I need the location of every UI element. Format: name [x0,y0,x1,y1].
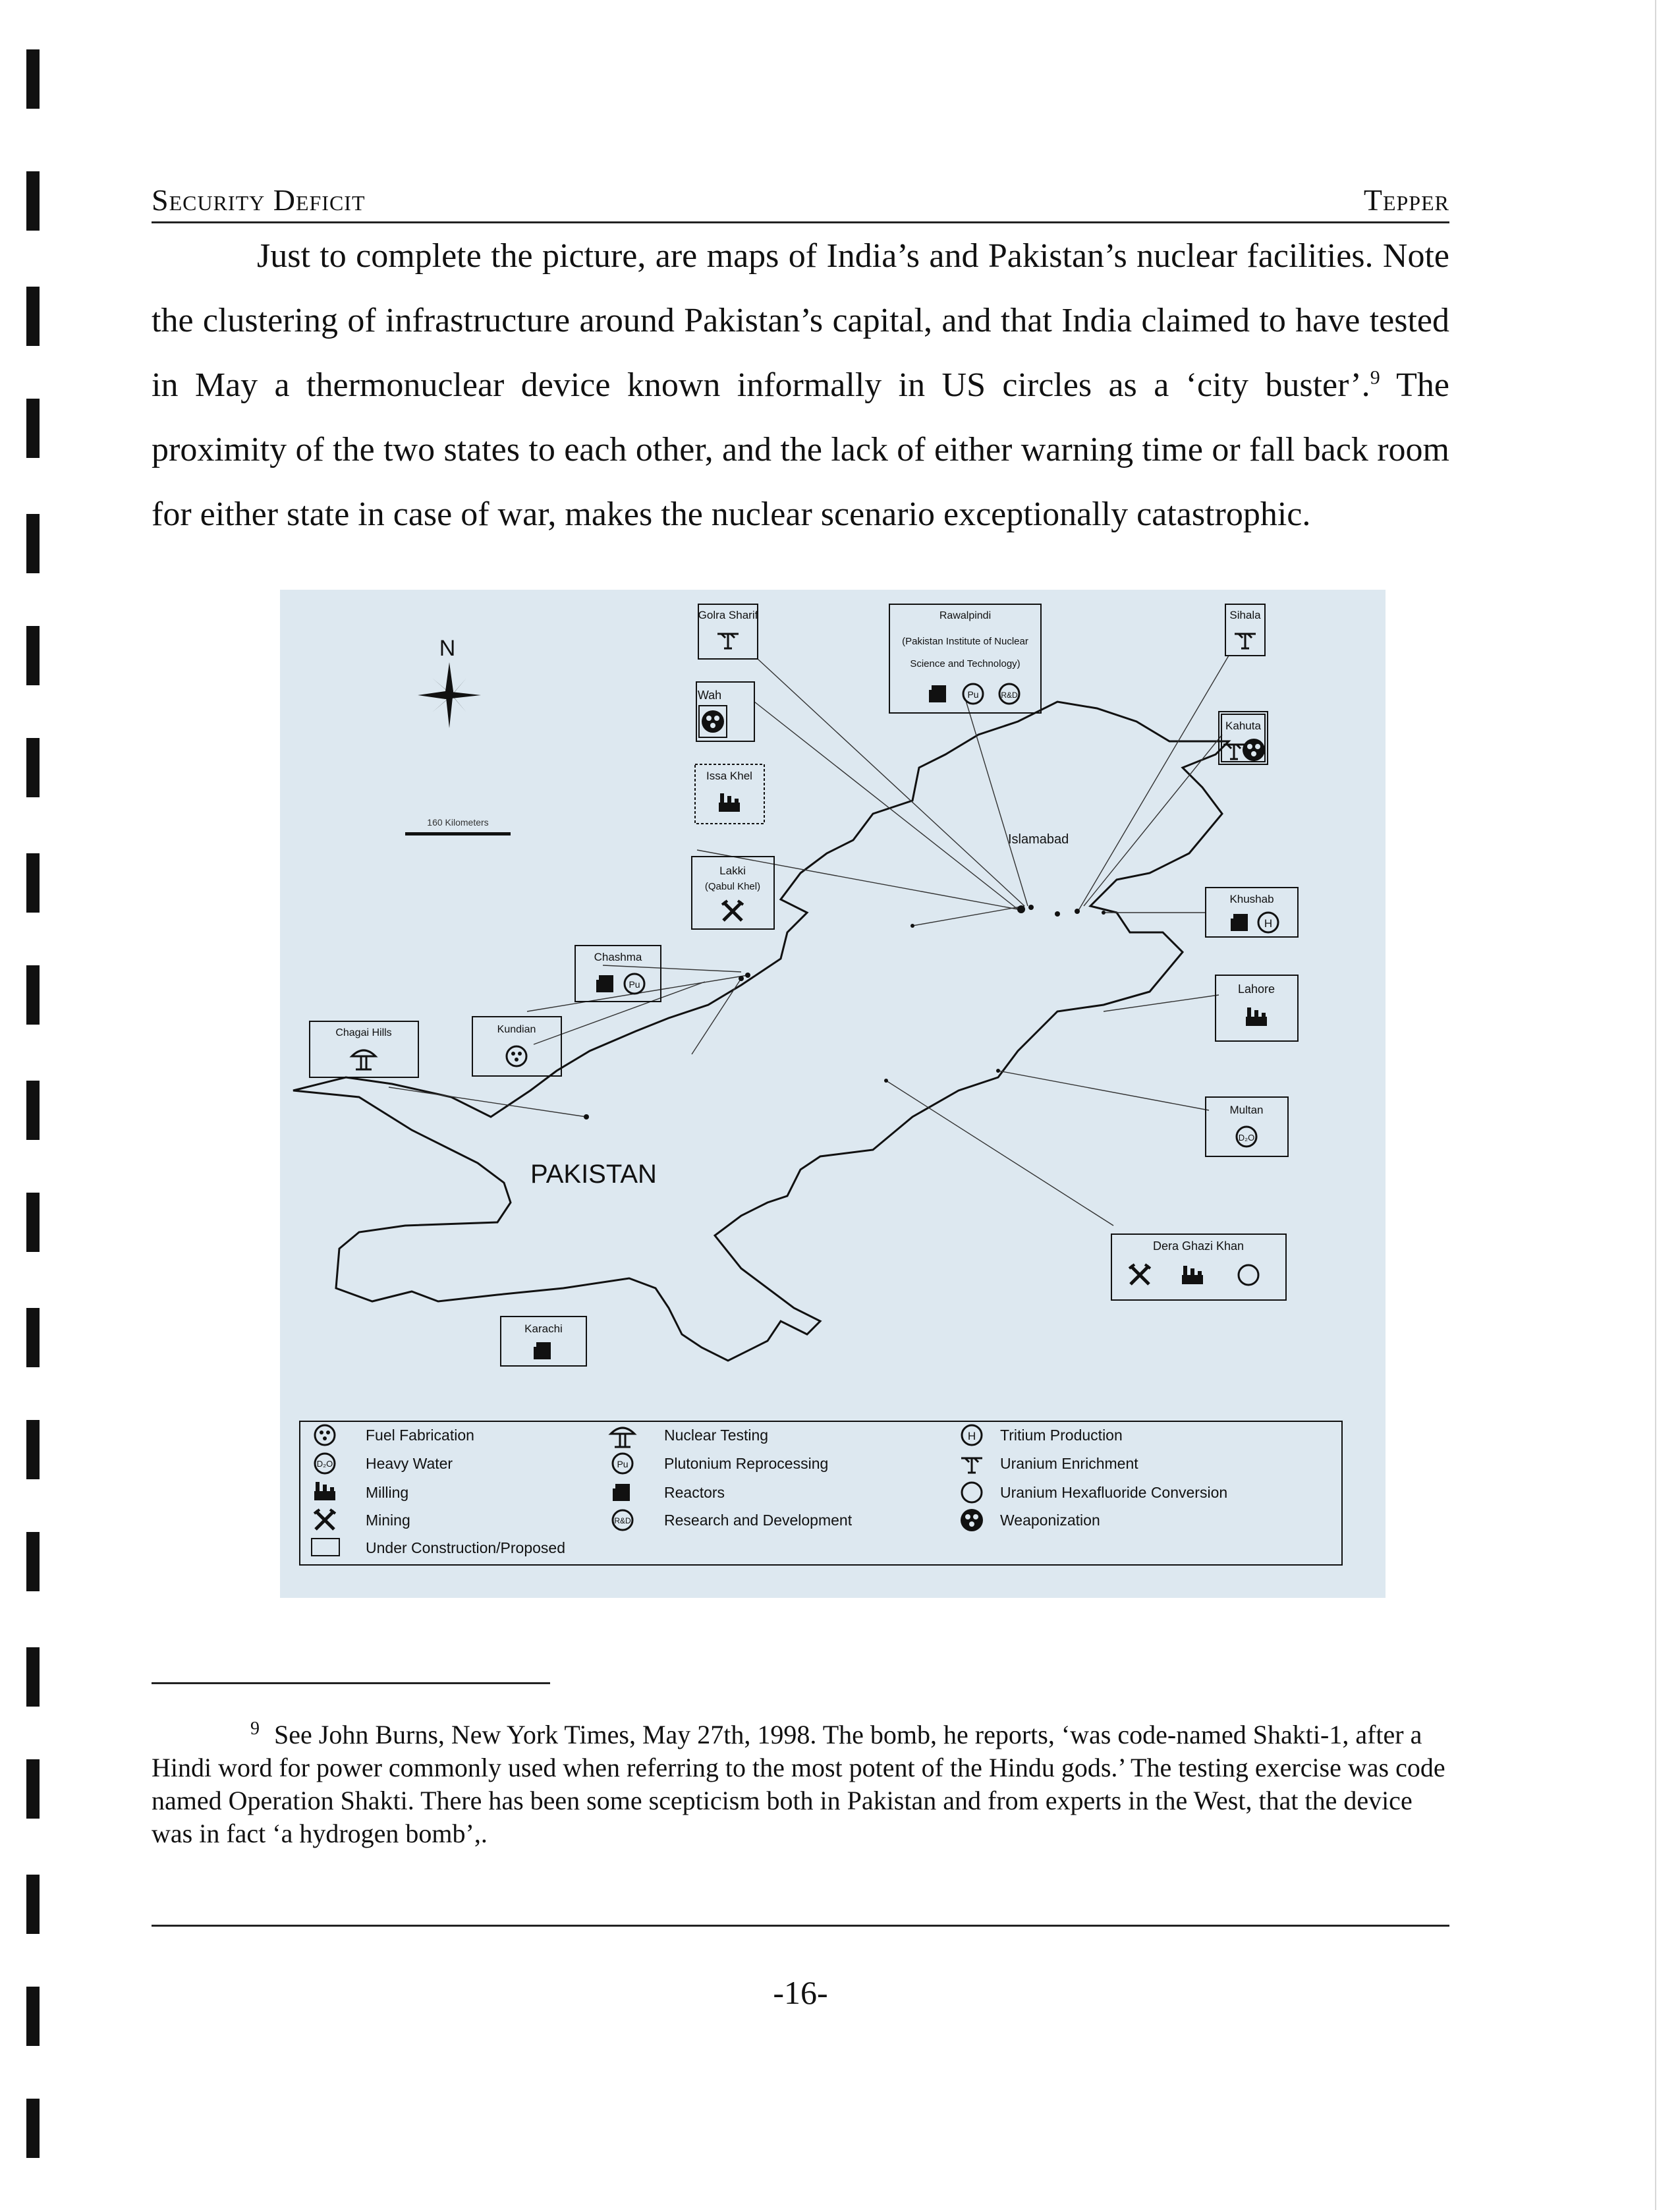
svg-text:Under Construction/Proposed: Under Construction/Proposed [366,1539,565,1556]
svg-text:H: H [1264,917,1273,930]
binding-hole [26,287,40,346]
site-box-chashma [575,946,661,1002]
binding-hole [26,514,40,573]
footnote-paragraph [152,1718,1453,1850]
site-box-kundian [472,1017,561,1076]
svg-text:Science and Technology): Science and Technology) [910,658,1021,669]
binding-hole [26,738,40,797]
binding-hole [26,1647,40,1707]
site-box-issa-khel [695,764,764,824]
binding-hole [26,1875,40,1934]
svg-text:Research and Development: Research and Development [664,1512,853,1529]
page-edge [1655,0,1656,2210]
svg-text:Chashma: Chashma [594,951,642,963]
map-legend [300,1421,1342,1565]
svg-text:Golra Sharif: Golra Sharif [698,609,758,621]
binding-hole [26,965,40,1025]
binding-hole [26,1193,40,1252]
binding-hole [26,626,40,685]
site-box-khushab [1206,888,1298,937]
connector-lines [389,656,1229,1226]
binding-hole [26,1759,40,1819]
site-box-multan [1206,1097,1288,1156]
header-author: Tepper [1363,183,1449,217]
site-box-sihala [1225,604,1265,656]
page-number: -16- [773,1974,828,2011]
site-box-dera-ghazi-khan [1111,1234,1286,1300]
footnote-number: 9 [250,1718,260,1739]
footnote-rule [152,1682,550,1684]
country-label: PAKISTAN [530,1160,657,1189]
svg-text:Heavy Water: Heavy Water [366,1455,453,1472]
svg-text:Milling: Milling [366,1484,409,1501]
svg-text:Multan: Multan [1229,1104,1264,1116]
pakistan-nuclear-facilities-map [280,590,1386,1598]
city-label-islamabad: Islamabad [1008,832,1069,847]
site-box-wah [696,682,754,741]
svg-text:Karachi: Karachi [524,1322,563,1335]
svg-text:Sihala: Sihala [1229,609,1261,621]
svg-text:Weaponization: Weaponization [1000,1512,1100,1529]
svg-text:Tritium Production: Tritium Production [1000,1427,1123,1444]
site-dots [584,905,1106,1119]
svg-text:Plutonium Reprocessing: Plutonium Reprocessing [664,1455,829,1472]
svg-text:Pu: Pu [617,1459,629,1469]
running-header [152,184,1449,223]
compass-star-icon [418,662,481,728]
binding-hole [26,1081,40,1140]
svg-text:Pu: Pu [967,689,979,700]
site-box-chagai-hills [310,1021,418,1077]
binding-hole [26,49,40,109]
body-text [152,224,1449,547]
paragraph [152,224,1449,547]
binding-hole [26,399,40,458]
footnote-text: See John Burns, New York Times, May 27th, 1998. The bomb, he reports, ‘was code-named Shakti-1, after a Hindi word for power commonly used when referring to the most potent of the Hindu gods.’ The testing exercise was code named Operation Shakti. There has been some scepticism both in Pakistan and from experts in the West, that the device was in fact ‘a hydrogen bomb’,. [152,1720,1445,1848]
svg-text:(Qabul Khel): (Qabul Khel) [704,881,761,892]
site-box-lakki [692,857,774,929]
svg-text:Kundian: Kundian [497,1024,536,1035]
binding-hole [26,853,40,913]
svg-text:Uranium Enrichment: Uranium Enrichment [1000,1455,1138,1472]
svg-text:Fuel Fabrication: Fuel Fabrication [366,1427,474,1444]
binding-hole [26,1532,40,1591]
binding-hole [26,1420,40,1479]
north-label: N [439,636,456,661]
svg-text:(Pakistan Institute of Nuclear: (Pakistan Institute of Nuclear [902,636,1028,647]
svg-text:Nuclear Testing: Nuclear Testing [664,1427,769,1444]
svg-text:Wah: Wah [697,689,722,702]
binding-hole [26,171,40,231]
site-box-rawalpindi [889,604,1041,713]
svg-text:Kahuta: Kahuta [1225,720,1261,732]
bottom-rule [152,1925,1449,1927]
svg-text:D₂O: D₂O [1238,1133,1255,1143]
svg-text:Reactors: Reactors [664,1484,725,1501]
header-title: Security Deficit [152,183,366,217]
svg-text:Uranium Hexafluoride Conversio: Uranium Hexafluoride Conversion [1000,1484,1228,1501]
paragraph-text-continued: The proximity of the two states to each other, and the lack of either warning time or fall back room for either state in case of war, makes the nuclear scenario exceptionally catastrophic. [152,366,1449,533]
svg-text:R&D: R&D [614,1516,631,1525]
svg-text:Pu: Pu [629,979,640,990]
site-box-golra-sharif [698,604,758,659]
paragraph-text: Just to complete the picture, are maps of India’s and Pakistan’s nuclear facilities. Note the clustering of infrastructure around Pakistan’s capital, and that India claimed to have tested in May a thermonuclear device known informally in US circles as a ‘city buster’. [152,237,1449,404]
binding-hole [26,1308,40,1367]
svg-text:H: H [967,1430,976,1442]
svg-text:Chagai Hills: Chagai Hills [335,1027,392,1038]
svg-text:Rawalpindi: Rawalpindi [939,610,992,621]
site-box-kahuta [1219,712,1268,764]
scale-label: 160 Kilometers [427,817,489,828]
pakistan-border [293,702,1229,1361]
svg-text:Lahore: Lahore [1237,982,1275,996]
footnote [152,1718,1453,1850]
svg-text:D₂O: D₂O [316,1459,333,1469]
footnote-reference[interactable]: 9 [1370,366,1380,389]
svg-text:Dera Ghazi Khan: Dera Ghazi Khan [1152,1239,1245,1253]
site-box-karachi [501,1317,586,1366]
svg-text:Khushab: Khushab [1229,893,1274,905]
svg-text:Mining: Mining [366,1512,410,1529]
svg-text:Lakki: Lakki [719,864,746,877]
binding-hole [26,2099,40,2158]
site-box-lahore [1216,975,1298,1041]
scale-bar [405,832,511,836]
svg-text:Issa Khel: Issa Khel [706,770,752,782]
svg-text:R&D: R&D [1001,691,1018,700]
